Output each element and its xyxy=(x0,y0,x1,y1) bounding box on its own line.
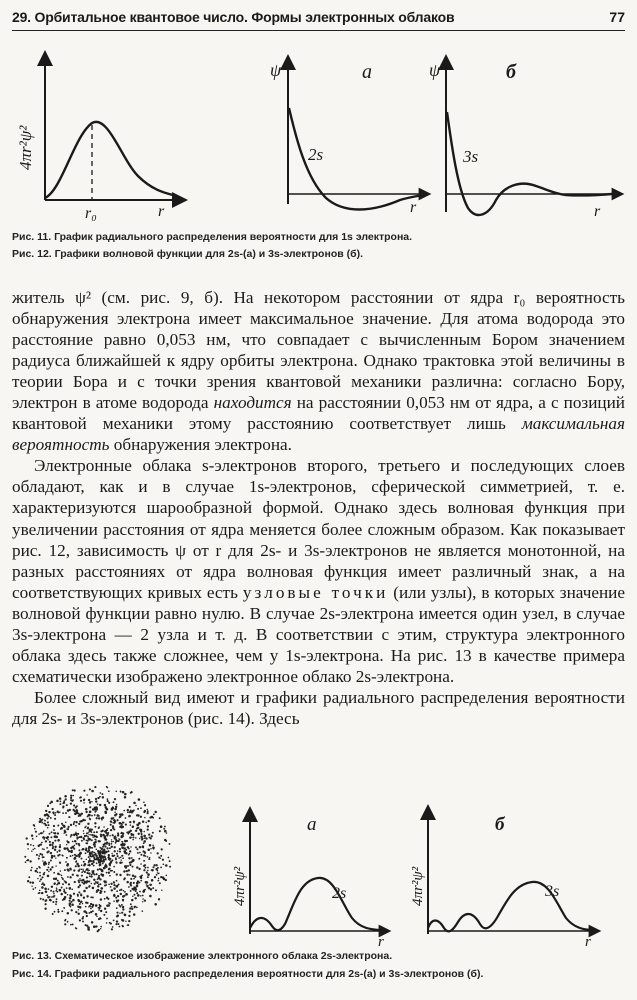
figure-top xyxy=(0,40,637,230)
fig14a-y-label: 4πr²ψ² xyxy=(232,866,248,906)
fig14b-plot xyxy=(410,812,595,946)
body-text xyxy=(12,287,625,729)
caption-fig13: Рис. 13. Схематическое изображение электронного облака 2s-электрона. xyxy=(12,950,393,962)
fig14b-panel-label: б xyxy=(495,814,505,835)
fig12a-x-label: r xyxy=(410,199,417,216)
fig14b-curve xyxy=(428,882,594,932)
fig11-curve xyxy=(45,122,173,198)
fig14b-y-label: 4πr²ψ² xyxy=(410,866,426,906)
fig12a-plot xyxy=(270,60,425,216)
fig14a-curve xyxy=(250,878,384,930)
fig11-plot xyxy=(16,58,180,222)
figure-bottom xyxy=(0,786,637,946)
fig13-electron-cloud xyxy=(24,786,171,932)
fig14a-plot xyxy=(232,814,385,946)
paragraph-2: Электронные облака s-электронов второго, третьего и последующих слоев обладают, как и в случае 1s-электронов, сферической симметрией, т. е. характеризуются шарообразной формой. Однако здесь волновая функция при увеличении расстояния от ядра меняется более сложным образом. Как показывает рис. 12, зависимость ψ от r для 2s- и 3s-электронов не является монотонной, на разных расстояниях от ядра волновая функция имеет различный знак, а на соответствующих кривых есть узловые точки (или узлы), в которых значение волновой функции равно нулю. В случае 2s-электрона имеется один узел, в случае 3s-электрона — 2 узла и т. д. В соответствии с этим, структура электронного облака здесь также сложнее, чем у 1s-электрона. На рис. 13 в качестве примера схематически изображено электронное облако 2s-электрона. xyxy=(12,456,625,686)
fig12a-y-label: ψ xyxy=(270,60,282,80)
paragraph-3: Более сложный вид имеют и графики радиального распределения вероятности для 2s- и 3s-электронов (рис. 14). Здесь xyxy=(12,687,625,728)
fig11-y-label: 4πr²ψ² xyxy=(16,125,35,170)
fig14a-curve-label: 2s xyxy=(332,885,347,902)
fig12a-panel-label: a xyxy=(362,61,372,83)
fig12b-x-label: r xyxy=(594,203,601,220)
fig14b-x-label: r xyxy=(585,934,591,946)
section-title: 29. Орбитальное квантовое число. Формы электронных облаков xyxy=(12,9,455,25)
caption-fig12: Рис. 12. Графики волновой функции для 2s-(а) и 3s-электронов (б). xyxy=(12,248,363,260)
running-header xyxy=(12,6,625,31)
fig12a-curve-label: 2s xyxy=(308,145,324,164)
caption-fig14: Рис. 14. Графики радиального распределения вероятности для 2s-(а) и 3s-электронов (б). xyxy=(12,968,484,980)
fig11-x-tick: r₀ xyxy=(85,205,97,222)
fig14a-panel-label: а xyxy=(307,814,317,835)
fig14b-curve-label: 3s xyxy=(545,883,560,900)
paragraph-1: житель ψ² (см. рис. 9, б). На некотором расстоянии от ядра r₀ вероятность обнаружения электрона имеет максимальное значение. Для атома водорода это расстояние равно 0,053 нм, что совпадает с вычисленным Бором значением радиуса ближайшей к ядру орбиты электрона. Однако трактовка этой величины в теории Бора и с точки зрения квантовой механики различна: согласно Бору, электрон в атоме водорода находится на расстоянии 0,053 нм от ядра, а с позиций квантовой механики этому расстоянию соответствует лишь максимальная вероятность обнаружения электрона. xyxy=(12,288,626,455)
fig12b-plot xyxy=(429,60,618,220)
page-number: 77 xyxy=(609,9,625,25)
fig11-x-label: r xyxy=(158,203,165,220)
fig12b-panel-label: б xyxy=(506,61,516,83)
caption-fig11: Рис. 11. График радиального распределения вероятности для 1s электрона. xyxy=(12,231,413,243)
fig12b-curve-label: 3s xyxy=(463,147,479,166)
fig14a-x-label: r xyxy=(378,934,384,946)
fig12b-y-label: ψ xyxy=(429,60,441,80)
